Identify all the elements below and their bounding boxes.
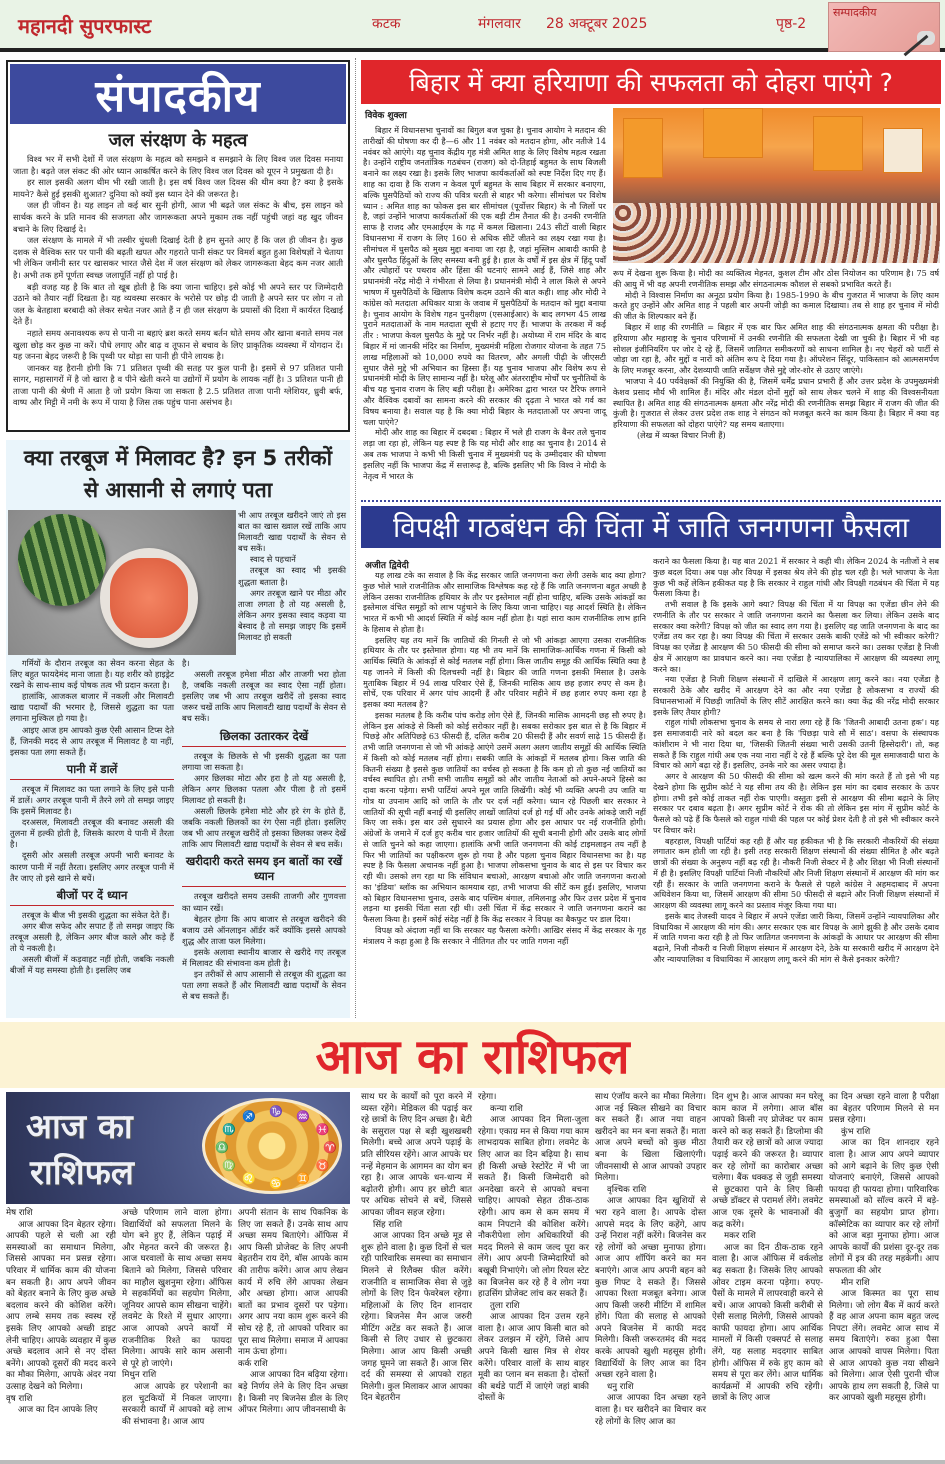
rashifal-column	[829, 1092, 939, 1405]
article-paragraph: रूप में देखना शुरू किया है। मोदी का व्यक्तित्व मेहनत, कुशल टीम और ठोस नियोजन का परिणाम है। 75 वर्ष की आयु में भी वह अपनी रणनीतिक समझ और संगठनात्मक कौशल से सबको प्रभावित करते हैं।	[613, 268, 939, 289]
horoscope-text: आज आपका दिन बेहतर रहेगा। आपकी पहले से चली आ रही समस्याओं का समाधान मिलेगा, जिससे आपका मन प्रसन्न रहेगा। परिवार में धार्मिक काम की योजना बन सकती है। आप अपने जीवन को बेहतर बनाने के लिए कुछ अच्छे बदलाव करने की कोशिश करेंगे। आप लम्बे समय तक स्वस्थ रहें इसके लिए आपको अच्छी डाइट लेनी चाहिए। आपके व्यवहार में कुछ अच्छे बदलाव आने से नए दोस्त बनेंगे। आपको दूसरों की मदद करने का मौका मिलेगा, आपके अंदर नया उत्साह देखने को मिलेगा।	[6, 1219, 116, 1392]
horoscope-text: आज आपके हर परेशानी का हल चुटकियों में निकल जाएगा। सरकारी कार्यों में आपको बड़े लाभ की संभावना है। आज आप	[122, 1381, 232, 1427]
watermelon-left-column	[10, 658, 174, 976]
rashifal-band	[0, 1022, 945, 1088]
bihar-headline: बिहार में क्या हरियाणा की सफलता को दोहरा पाएंगे ?	[409, 68, 893, 97]
article-paragraph: असली तरबूज हमेशा मीठा और ताजगी भरा होता है, जबकि नकली तरबूज का स्वाद ऐसा नहीं होता। इसलिए जब भी आप तरबूज खरीदें तो इसका स्वाद जरूर चखें ताकि आप मिलावटी खाद्य पदार्थों के सेवन से बच सकें।	[182, 669, 346, 724]
rashifal-column	[361, 1092, 472, 1405]
horoscope-text: आज आपका दिन अच्छे मूड से शुरू होने वाला है। कुछ दिनों से चल रही पारिवारिक समस्या का समाधान मिलने से रिलैक्स फील करेंगे। राजनीति व सामाजिक सेवा से जुड़े लोगों के लिए दिन फेवरेबल रहेगा। महिलाओं के लिए दिन शानदार रहेगा। बिजनेस मैन आज जरुरी मीटिंग अटेंड कर सकते हैं। आज किसी से लिए उधार से छुटकारा मिलेगा। आज आप किसी अच्छी जगह घूमने जा सकते हैं। आज सिर दर्द की समस्या से आपको राहत मिलेगी। कुल मिलाकर आज आपका दिन बेहतरीन	[361, 1231, 472, 1404]
editorial-title: जल संरक्षण के महत्व	[108, 130, 248, 151]
rally-photo	[613, 108, 940, 263]
horoscope-text: आज आपका दिन उत्तम रहने वाला है। आज आप किसी बात को लेकर उलझन में रहेंगे, जिसे आप अपने किसी खास मित्र से शेयर करेंगे। परिवार वालों के साथ बाहर मूवी का प्लान बन सकता है। दोस्तों की बर्थडे पार्टी में जाएंगे जहां बाकी दोस्तों के	[478, 1312, 589, 1404]
zodiac-sign-icon: ♉	[315, 1159, 330, 1172]
article-paragraph: तरबूज के बीज भी इसकी शुद्धता का संकेत देते हैं।	[22, 909, 170, 920]
horoscope-text: अच्छे परिणाम लाने वाला होगा। विद्यार्थियों को सफलता मिलने के योग बने हुए हैं, लेकिन पढ़ाई में और मेहनत करने की जरूरत है। आज घरवालों के साथ अच्छा समय बिताने को मिलेगा, जिससे परिवार का माहौल खुशनुमा रहेगा। ऑफिस मे सहकर्मियों का सहयोग मिलेगा, जूनियर आपसे काम सीखना चाहेंगे। लवमेट के रिश्ते में सुधार आएगा। आज आपको अपने कार्यों में राजनीतिक रिश्ते का फायदा मिलेगा। आपके सारे काम असानी से पूरे हो जाएंगे।	[122, 1208, 232, 1369]
rashifal-column	[478, 1092, 589, 1405]
article-paragraph: बिहार में शाह की रणनीति = बिहार में एक बार फिर अमित शाह की संगठनात्मक क्षमता की परीक्षा है। हरियाणा और महाराष्ट्र के चुनाव परिणामों में उनकी रणनीति की सफलता देखी जा चुकी है। बिहार में भी वह सोशल इंजीनियरिंग पर जोर दे रहे हैं, जिसमें जातिगत समीकरणों को साधना शामिल है। नए चेहरों को पार्टी से जोड़ा जा रहा है, और मुद्दों व नारों को अंतिम रूप दे दिया गया है। ऑपरेशन सिंदूर, पाकिस्तान को आत्मसमर्पण के लिए मजबूर करना, और देशव्यापी जाति सर्वेक्षण जैसे मुद्दे जोर-शोर से उठाए जाएंगे।	[613, 321, 939, 376]
watermelon-right-column	[182, 658, 346, 1002]
article-paragraph: तरबूज का स्वाद भी इसकी शुद्धता बताता है।	[238, 565, 346, 587]
horoscope-text: आज का दिन आपके लिए	[18, 1405, 98, 1416]
article-paragraph: कराने का फैसला किया है। यह बात 2021 में सरकार ने कही थी। लेकिन 2024 के नतीजों ने सब कुछ बदल दिया। अब पक्ष और विपक्ष में इसका श्रेय लेने की होड़ चल रही है। भले भाजपा के नेता कुछ भी कहें लेकिन हकीकत यह है कि सरकार ने राहुल गांधी और विपक्षी गठबंधन की चिंता में यह फैसला किया है।	[653, 556, 939, 599]
article-paragraph: आइए आज हम आपको कुछ ऐसी आसान टिप्स देते हैं, जिनकी मदद से आप तरबूज में मिलावट है या नहीं, इसका पता लगा सकते हैं।	[10, 724, 174, 757]
zodiac-sign-name: कर्क राशि	[238, 1358, 268, 1369]
zodiac-sign-icon: ♊	[296, 1172, 310, 1186]
newspaper-name: महानदी सुपरफास्ट	[18, 14, 152, 38]
article-paragraph: दूसरी ओर असली तरबूज अपनी भारी बनावट के कारण पानी में नहीं तैरता। इसलिए अगर तरबूज पानी में तैर जाए तो इसे खाने से बचें।	[10, 850, 174, 883]
bihar-headline-banner	[361, 60, 941, 104]
article-paragraph: दरअसल, मिलावटी तरबूज की बनावट असली की तुलना में हल्की होती है, जिसके कारण ये पानी में तैरता है।	[10, 817, 174, 850]
horoscope-text: साथ घर के कार्यों को पूरा करने में व्यस्त रहेंगे। मेडिकल की पढ़ाई कर रहे छात्रों के लिए दिन अच्छा है। बेटी के ससुराल पक्ष से बड़ी खुशखबरी मिलेगी। बच्चे आज अपने पढ़ाई के प्रति सीरियस रहेंगे। आज आपके घर नन्हें मेहमान के आगमन का योग बन रहा है। आज आपके धन-धान्य में बढ़ोतरी होगी। आप हर छोटी बात पर अधिक सोचने से बचें, जिससे आपका जीवन सहज रहेगा।	[361, 1092, 472, 1218]
article-paragraph: इसलिए यह तय मानें कि जातियों की गिनती से जो भी आंकड़ा आएगा उसका राजनीतिक हथियार के तौर पर इस्तेमाल होगा। यह भी तय मानें कि सामाजिक-आर्थिक गणना में किसी को आर्थिक स्थिति के आंकड़ों से कोई मतलब नहीं होगा। किस जातीय समूह की आर्थिक स्थिति क्या है यह जानने में किसी की दिलचस्पी नहीं है। बिहार की जाति गणना इसकी मिसाल है। उसके मुताबिक बिहार में 94 लाख परिवार ऐसे हैं, जिनकी मासिक आय छह हजार रुपए से कम है। सोचें, एक परिवार में अगर पांच आदमी हैं और परिवार महीने में छह हजार रुपए कमा रहा है इसका क्या मतलब है?	[363, 634, 646, 709]
zodiac-sign-name: मकर राशि	[724, 1231, 756, 1242]
article-paragraph: बिहार में विधानसभा चुनावों का बिगुल बज चुका है। चुनाव आयोग ने मतदान की तारीखों की घोषणा कर दी है—6 और 11 नवंबर को मतदान होगा, और नतीजे 14 नवंबर को आएंगे। यह चुनाव केंद्रीय गृह मंत्री अमित शाह के लिए विशेष महत्व रखता है। उन्होंने राष्ट्रीय जनतांत्रिक गठबंधन (राजग) को दो-तिहाई बहुमत के साथ बिजली बनाने का लक्ष्य रखा है। इसके लिए भाजपा कार्यकर्ताओं को स्पष्ट निर्देश दिए गए हैं। शाह का दावा है कि राजग न केवल पूर्ण बहुमत के साथ बिहार में सरकार बनाएगा, बल्कि घुसपैठियों को राज्य की पवित्र धरती से बाहर भी करेगा। सीमांचल पर विशेष ध्यान : अमित शाह का फोकस इस बार सीमांचल (पूर्वोत्तर बिहार) के नौ जिलों पर है, जहां उन्होंने भाजपा कार्यकर्ताओं की एक बड़ी टीम तैनात की है। उनकी रणनीति साफ है राजद और एमआईएम के गढ़ में कमल खिलाना। 243 सीटों वाली बिहार विधानसभा में राजग के लिए 160 से अधिक सीटें जीतने का लक्ष्य रखा गया है। सीमांचल में घुसपैठ को मुख्य मुद्दा बनाया जा रहा है, जहां मुस्लिम आबादी काफी है और घुसपैठ हिंदुओं के लिए समस्या बनी हुई है। हाल के वर्षों में इस क्षेत्र में हिंदू पर्वों और त्योहारों पर पथराव और हिंसा की घटनाएं सामने आई हैं, जिसे शाह और प्रधानमंत्री नरेंद्र मोदी ने गंभीरता से लिया है। प्रधानमंत्री मोदी ने लाल किले से अपने भाषण में घुसपैठियों के खिलाफ विशेष कदम उठाने की बात कही। शाह और मोदी ने कांग्रेस को मतदाता अधिकार यात्रा के जवाब में घुसपैठियों के मतदान को मुद्दा बनाया है। चुनाव आयोग के विशेष गहन पुनरीक्षण (एसआईआर) के बाद लगभग 45 लाख पुराने मतदाताओं के नाम मतदाता सूची से हटाए गए हैं। भाजपा के तरकश में कई तीर : भाजपा केवल घुसपैठ के मुद्दे पर निर्भर नहीं है। अयोध्या में राम मंदिर के बाद बिहार में मां जानकी मंदिर का निर्माण, मुख्यमंत्री महिला रोजगार योजना के तहत 75 लाख महिलाओं को 10,000 रुपये का वितरण, और अगली पीढ़ी के जीएसटी सुधार जैसे मुद्दे भी अभियान का हिस्सा हैं। यह चुनाव भाजपा और विशेष रूप से प्रधानमंत्री मोदी के लिए सामान्य नहीं है। घरेलू और अंतरराष्ट्रीय मोर्चों पर चुनौतियों के बीच यह चुनाव राजग के लिए बड़ी परीक्षा है। अमेरिका द्वारा भारत पर टैरिफ लगाने और वैश्विक दबावों का सामना करने की सरकार की दृढ़ता ने भारत को गर्व का विषय बनाया है। सवाल यह है कि क्या मोदी बिहार के मतदाताओं पर अपना जादू चला पाएंगे?	[363, 125, 606, 427]
zodiac-sign-name: धनु राशि	[607, 1381, 634, 1392]
editorial-banner-text: संपादकीय	[95, 71, 261, 122]
article-paragraph: राहुल गांधी लोकसभा चुनाव के समय से नारा लगा रहे हैं कि 'जितनी आबादी उतना हक'। यह इस समाजवादी नारे को बदल कर बना है कि 'पिछड़ा पावे सौ में साठ'। वसपा के संस्थापक कांशीराम ने भी नारा दिया था, 'जिसकी जितनी संख्या भारी उसकी उतनी हिस्सेदारी'। तो, कह सकते हैं कि राहुल गांधी अब एक नया नारा नहीं दे रहे हैं बल्कि पूरे देश की मूल समाजवादी धारा के विचार को आगे बढ़ा रहे हैं। इसलिए, उनके नारे का असर ज्यादा है।	[653, 717, 939, 771]
zodiac-sign-icon: ♒	[296, 1109, 310, 1123]
watermelon-beside-image	[238, 510, 346, 643]
article-paragraph: अगर बीज सफेद और सपाट हैं तो समझ जाइए कि तरबूज असली है, लेकिन अगर बीज काले और कड़े हैं तो ये नकली है।	[10, 920, 174, 953]
caste-left-column	[363, 570, 646, 946]
bihar-article	[361, 60, 941, 498]
section-logo-text: सम्पादकीय	[833, 6, 877, 19]
rashifal-column	[595, 1092, 706, 1428]
section-logo	[828, 2, 940, 52]
horoscope-text: दिन शुभ है। आज आपका मन घरेलू काम काज में लगेगा। आज बॉस आपको किसी नए प्रोजेक्ट पर काम करने को कह सकते हैं। डिप्लोमा की तैयारी कर रहे छात्रों को आज ज्यादा पढ़ाई करने की जरूरत है। व्यापार कर रहे लोगों का कारोबार अच्छा चलेगा। बैंक धक्कड़ से जुड़ी समस्या से छुटकारा पाने के लिए किसी अच्छे डॉक्टर से परामर्श लेंगे। लवमेट आज एक दूसरे के भावनाओं की कद्र करेंगे।	[712, 1092, 823, 1230]
bihar-left-column	[363, 119, 606, 481]
flag-image	[883, 128, 923, 173]
zodiac-sign-icon: ♑	[269, 1105, 283, 1118]
horoscope-text: आज किस्मत का पूरा साथ मिलेगा। जो लोग बैंक में कार्य करते हैं वह आज अपना काम बहुत जल्द निपटा लेंगे। लवमेट आज साथ में समय बिताएंगे। रुका हुआ पैसा आज आपको वापस मिलेगा। पिता से आज आपको कुछ नया सीखने को मिलेगा। आज ऐसी पुरानी चीज आपके हाथ लग सकती है, जिसे पा कर आपको खुशी महसूस होगी।	[829, 1289, 939, 1404]
editorial-box	[6, 60, 350, 432]
zodiac-sign-name: सिंह राशि	[373, 1219, 403, 1230]
article-paragraph: बेहतर होगा कि आप बाजार से तरबूज खरीदने की बजाय उसे ऑनलाइन ऑर्डर करें क्योंकि इससे आपको शुद्ध और ताजा फल मिलेगा।	[182, 913, 346, 946]
zodiac-sign-name: वृश्चिक राशि	[607, 1184, 647, 1195]
zodiac-sign-name: वृष राशि	[6, 1393, 33, 1404]
zodiac-sign-name: तुला राशि	[490, 1300, 520, 1311]
horoscope-text: आज आपका दिन बढ़िया रहेगा। बड़े निर्णय लेने के लिए दिन अच्छा है। किसी नए बिजनेस डील के लिए ऑफर मिलेगा। आप जीवनसाथी के	[238, 1370, 348, 1416]
watermelon-headline-line-1: क्या तरबूज में मिलावट है? इन 5 तरीकों	[23, 446, 333, 470]
article-paragraph: भी आप तरबूज खरीदने जाएं तो इस बात का खास ख्वाल रखें ताकि आप मिलावटी खाद्य पदार्थों के सेवन से बच सकें।	[238, 510, 346, 554]
subheading: पानी में डालें	[10, 762, 174, 780]
horoscope-text: आज आपका दिन खुशियों से भरा रहने वाला है। आपके दोस्त आपसे मदद के लिए कहेंगे, आप उन्हें निराश नहीं करेंगे। बिजनेस कर रहे लोगों को अच्छा मुनाफा होगा। आज आप शॉपिंग करने का मन बनाएंगे। आज आप अपनी बहन को कुछ गिफ्ट दे सकते हैं। जिससे आपका रिश्ता मजबूत बनेगा। आज आप किसी जरुरी मीटिंग में शामिल होंगे। पिता की सलाह से आपको अपने बिजनेस में काफी मदद मिलेगी। किसी जरूरतमंद की मदद करके आपको खुशी महसूस होगी। विद्यार्थियों के लिए आज का दिन अच्छा रहने वाला है।	[595, 1196, 706, 1381]
caste-headline-banner	[361, 506, 941, 548]
zodiac-sign-icon: ♐	[242, 1109, 256, 1123]
article-paragraph: अगर छिलका मोटा और हरा है तो यह असली है, लेकिन अगर छिलका पतला और पीला है तो इसमें मिलावट हो सकती है।	[182, 772, 346, 805]
article-paragraph: गर्मियों के दौरान तरबूज का सेवन करना सेहत के लिए बहुत फायदेमंद माना जाता है। यह शरीर को हाइड्रेट रखने के साथ-साथ कई पोषक तत्व भी प्रदान करता है।	[10, 658, 174, 691]
caste-headline: विपक्षी गठबंधन की चिंता में जाति जनगणना फैसला	[393, 511, 909, 544]
editorial-paragraph: जल ही जीवन है। यह लाइन तो कई बार सुनी होगी, आज भी बढ़ते जल संकट के बीच, इस लाइन को सार्थक करने के प्रति मानव की सजगता और जागरूकता अपने मुकाम तक नहीं पहुंची जहां वह खुद जीवन बचाने के लिए दिखाई दे।	[13, 200, 343, 234]
zodiac-sign-name: मिथुन राशि	[122, 1370, 157, 1381]
watermelon-article	[6, 440, 350, 1018]
editorial-paragraph: जल संरक्षण के मामले में भी तस्वीर धुंधली दिखाई देती है हम सुनते आए हैं कि जल ही जीवन है। कुछ दशक से वैश्विक स्तर पर पानी की बढ़ती खपत और गहराते पानी संकट पर विमर्श बहुत हुआ विशेषज्ञों ने चेताया भी लेकिन जमीनी स्तर पर खासकर भारत जैसे देश में जल संरक्षण को लेकर जागरूकता बेहद कम नजर आती है। अभी तक हमें पूर्णता स्वच्छ जलापूर्ति नहीं हो पाई है।	[13, 235, 343, 280]
article-paragraph: हालांकि, आजकल बाजार में नकली और मिलावटी खाद्य पदार्थों की भरमार है, जिससे शुद्धता का पता लगाना मुश्किल हो गया है।	[10, 691, 174, 724]
editorial-paragraph: हर साल इसकी अलग थीम भी रखी जाती है। इस वर्ष विश्व जल दिवस की थीम क्या है? क्या है इसके मायने? कैसे हुई इसकी शुआत? दुनिया को क्यों इस ध्यान देने की जरूरत है।	[13, 177, 343, 199]
article-paragraph: तरबूज खरीदते समय उसकी ताजगी और गुणवत्ता का ध्यान रखें।	[182, 891, 346, 913]
caste-census-article	[361, 506, 941, 1018]
article-paragraph: यह लाख टके का सवाल है कि केंद्र सरकार जाति जनगणना करा लेगी उसके बाद क्या होगा? कुछ भोले भाले राजनीतिक और सामाजिक विश्लेषक कह रहे हैं कि जाति जनगणना बहुत अच्छी है लेकिन उसका राजनीतिक हथियार के तौर पर इस्तेमाल नहीं होना चाहिए, बल्कि उसके आंकड़ों का इस्तेमाल वंचित समूहों को लाभ पहुंचाने के लिए किया जाना चाहिए। यह आदर्श स्थिति है। लेकिन भारत में कभी भी आदर्श स्थिति में कोई काम नहीं होता है। यहां सारा काम राजनीतिक लाभ हानि के हिसाब से होता है।	[363, 570, 646, 634]
editorial-paragraph: विश्व भर में सभी देशों में जल संरक्षण के महत्व को समझने व समझाने के लिए विश्व जल दिवस मनाया जाता है। बढ़ते जल संकट की ओर ध्यान आकर्षित करने के लिए विश्व जल दिवस को यूएन ने प्रमुखता दी है।	[13, 154, 343, 176]
watermelon-image	[18, 514, 106, 606]
subheading: बीजों पर दें ध्यान	[10, 888, 174, 906]
article-paragraph: इन तरीकों से आप आसानी से तरबूज की शुद्धता का पता लगा सकते हैं और मिलावटी खाद्य पदार्थों के सेवन से बच सकते हैं।	[182, 969, 346, 1002]
horoscope-text: अपनी संतान के साथ पिकनिक के लिए जा सकते हैं। उनके साथ आप अच्छा समय बिताएंगे। ऑफिस में आप किसी प्रोजेक्ट के लिए अपनी बेहतरीन राय देंगे, बॉस आपके काम की तारीफ करेंगे। आज आप लेखन कार्य में रुचि लेंगे आपका लेखन और अच्छा होगा। आज आपकी बातों का प्रभाव दूसरों पर पड़ेगा। अगर आप नया काम शुरू करने की सोच रहे हैं, तो आपको परिवार का पूरा साथ मिलेगा। समाज में आपका नाम ऊंचा होगा।	[238, 1208, 348, 1358]
zodiac-sign-icon: ♈	[323, 1141, 337, 1154]
edition-date: 28 अक्टूबर 2025	[546, 16, 648, 32]
editorial-paragraph: बड़ी वजह यह है कि बात तो खूब होती है कि क्या जाना चाहिए। इसे कोई भी अपने स्तर पर जिम्मेदारी उठाने को तैयार नहीं दिखता है। यह व्यवस्था सरकार के भरोसे पर छोड़ दी जाती है अपने स्तर पर लोग न तो जल के बेतहाशा बरबादी को लेकर सचेत नजर आते हैं न ही जल संरक्षण के प्रयासों की दिशा में कार्यरत दिखाई देते हैं।	[13, 281, 343, 327]
article-paragraph: तभी सवाल है कि इसके आगे क्या? विपक्ष की चिंता में या विपक्ष का एजेंडा छीन लेने की रणनीति के तौर पर सरकार ने जाति जनगणना कराने का फैसला कर लिया। लेकिन उसके बाद सरकार क्या करेगी? विपक्ष को जीत का स्वाद लग गया है। इसलिए वह जाति जनगणना के बाद का एजेंडा तय कर रहा है। क्या विपक्ष की चिंता में सरकार उसके बाकी एजेंडे को भी स्वीकार करेगी? विपक्ष का एजेंडा है आरक्षण की 50 फीसदी की सीमा को समाप्त करने का। उसका एजेंडा है निजी क्षेत्र में आरक्षण का प्रावधान करने का। नया एजेंडा है न्यायपालिका में आरक्षण की व्यवस्था लागू करने का।	[653, 599, 939, 674]
article-paragraph: असली बीजों में कड़वाहट नहीं होती, जबकि नकली बीजों में यह समस्या होती है। इसलिए जब	[10, 954, 174, 976]
editorial-body	[8, 154, 348, 409]
article-paragraph: तरबूज के छिलके से भी इसकी शुद्धता का पता लगाया जा सकता है।	[182, 750, 346, 772]
editorial-paragraph: नहाते समय अनावश्यक रूप से पानी ना बहाएं ब्रश करते समय बर्तन धोते समय और खाना बनाते समय नल खुला छोड़ कर कुछ ना करें। पौधे लगाए और बाढ़ व तूफान से बचाव के लिए प्राकृतिक व्यवस्था में योगदान दें। यह जनना बेहद जरूरी है कि पृथ्वी पर थोड़ा सा पानी ही पीने लायक है।	[13, 327, 343, 362]
editorial-paragraph: जानकर यह हैरानी होगी कि 71 प्रतिशत पृथ्वी की सतह पर कुल पानी है। इसमें से 97 प्रतिशत पानी सागर, महासागरों में है जो खारा है व पीने खेती करने या उद्योगों में प्रयोग के लायक नहीं है। 3 प्रतिशत पानी ही ताजा पानी की श्रेणी में आता है जो प्रयोग किया जा सकता है 2.5 प्रतिशत ताजा पानी ग्लेशियर, ध्रुवी बर्फ, वाष्प और मिट्टी में नमी के रूप में पाया है जिस तक पहुंच पाना असंभव है।	[13, 362, 343, 408]
zodiac-sign-icon: ♌	[242, 1172, 256, 1186]
article-paragraph: इसके अलावा स्थानीय बाजार से खरीदे गए तरबूज में मिलावट की संभावना कम होती है।	[182, 946, 346, 968]
horoscope-text: आज का दिन ठीक-ठाक रहने वाला है। आज ऑफिस में वर्कलोड बढ़ सकता है। जिसके लिए आपको ओवर टाइम करना पड़ेगा। रुपए-पैसों के मामले में लापरवाही करने से बचें। आज आपको किसी करीबी से ऐसी सलाह मिलेगी, जिससे आपको काफी फायदा होगा। आप आर्थिक मामलों में किसी एक्सपर्ट से सलाह लेंगे, यह सलाह मददगार साबित होगी। ऑफिस में रुके हुए काम को समय से पूरा कर लेंगे। आज धार्मिक कार्यक्रमों में आपकी रुचि रहेगी। छात्रों के लिए आज	[712, 1242, 823, 1404]
article-paragraph: तरबूज में मिलावट का पता लगाने के लिए इसे पानी में डालें। अगर तरबूज पानी में तैरने लगे तो समझ जाइए कि इसमें मिलावट है।	[10, 783, 174, 817]
article-paragraph: असली छिलके हमेशा मोटे और हरे रंग के होते हैं, जबकि नकली छिलकों का रंग ऐसा नहीं होता। इसलिए जब भी आप तरबूज खरीदें तो इसका छिलका जरूर देखें ताकि आप मिलावटी खाद्य पदार्थों के सेवन से बच सकें।	[182, 806, 346, 850]
flag-image	[623, 118, 663, 178]
rashifal-image-title-2: राशिफल	[30, 1153, 134, 1193]
editorial-banner	[10, 64, 346, 124]
article-paragraph: इसके बाद तेजस्वी यादव ने बिहार में अपने एजेंडा जारी किया, जिसमें उन्होंने न्यायपालिका और विधायिका में आरक्षण की मांग की। अगर सरकार एक बार विपक्ष के आगे झुकी है और उसके दबाव में जाति गणना करा रही है तो फिर जातिगत जनगणना के आंकड़ों के आधार पर आरक्षण की सीमा बढ़ाने, निजी नौकरी व निजी शिक्षण संस्थान में आरक्षण देने, ठेके या सरकारी खरीद में आरक्षण देने और न्यायपालिका व विधायिका में आरक्षण लागू करने की मांग से कैसे इनकार करेगी?	[653, 910, 939, 964]
byline: अजीत द्विवेदी	[365, 561, 409, 571]
column-divider	[355, 58, 356, 1018]
horoscope-text: आज आपका दिन अच्छा रहने वाला है। घर खरीदने का विचार कर रहे लोगों के लिए आज का	[595, 1393, 706, 1427]
flag-image	[813, 116, 863, 171]
zodiac-sign-icon: ♋	[269, 1177, 283, 1190]
horoscope-text: रहेगा।	[478, 1092, 497, 1102]
rashifal-column	[122, 1208, 232, 1428]
horoscope-text: आज आपका दिन मिला-जुला रहेगा। एकाग्र मन से किया गया काम लाभदायक साबित होगा। लवमेट के लिए आज का दिन बढ़िया है। साथ ही किसी अच्छे रेस्टोरेंट में भी जा सकते हैं। किसी जिम्मेदारी को अनदेखा करने से आपको बचना चाहिए। आपको सेहत ठीक-ठाक रहेगी। आप कम से कम समय में काम निपटाने की कोशिश करेंगे। नौकरीपेशा लोग अधिकारियों की मदद मिलने से काम जल्द पूरा कर लेंगे। आप अपनी जिम्मेदारियों को बखूबी निभाएंगे। जो लोग रियल स्टेट का बिजनेस कर रहे हैं वे लोग नया हाउसिंग प्रोजेक्ट लांच कर सकते हैं।	[478, 1115, 589, 1300]
rashifal-column	[238, 1208, 348, 1417]
article-paragraph: नया एजेंडा है निजी शिक्षण संस्थानों में दाखिले में आरक्षण लागू करने का। नया एजेंडा है सरकारी ठेके और खरीद में आरक्षण देने का और नया एजेंडा है लोकसभा व राज्यों की विधानसभाओं में पिछड़ी जातियों के लिए सीटें आरक्षित करने का। क्या केंद्र की नरेंद्र मोदी सरकार इसके लिए तैयार होगी?	[653, 674, 939, 717]
zodiac-sign-name: कन्या राशि	[490, 1103, 523, 1114]
article-paragraph: है।	[182, 658, 190, 668]
section-separator	[361, 500, 941, 502]
horoscope-text: साथ एंजॉय करने का मौका मिलेगा। आज नई स्किल सीखने का विचार कर सकते हैं। आज नया वाहन खरीदने का मन बना सकते हैं। माता आज अपने बच्चों को कुछ मीठा बना के खिला खिलाएंगी। जीवनसाथी से आज आपको उपहार मिलेगा।	[595, 1092, 706, 1184]
zodiac-sign-name: मीन राशि	[841, 1277, 870, 1288]
watermelon-photo	[8, 510, 236, 655]
zodiac-sign-name: मेष राशि	[6, 1208, 33, 1218]
article-paragraph: बहरहाल, विपक्षी पार्टियां कह रही हैं और यह हकीकत भी है कि सरकारी नौकरियों की संख्या लगातार कम होती जा रही है। इसी तरह सरकारी शिक्षण संस्थानों की संख्या सीमित है और बढ़ते छात्रों की संख्या के अनुरूप नहीं बढ़ रही है। नौकरी निजी सेक्टर में है और शिक्षा भी निजी संस्थानों में ही है। इसलिए विपक्षी पार्टियां निजी नौकरियों और निजी शिक्षण संस्थानों में आरक्षण की मांग कर रही हैं। सरकार के जाति जनगणना कराने के फैसले से पहले कांग्रेस ने अहमदाबाद में अपना अधिवेशन किया था, जिसमें आरक्षण की सीमा 50 फीसदी से बढ़ाने और निजी शिक्षण संस्थानों में आरक्षण की व्यवस्था लागू करने का प्रस्ताव मंजूर किया गया था।	[653, 835, 939, 910]
article-paragraph: मोदी ने विश्वास निर्माण का अनूठा प्रयोग किया है। 1985-1990 के बीच गुजरात में भाजपा के लिए काम करते हुए उन्होंने और अमित शाह ने पहली बार अपनी जोड़ी का कमाल दिखाया। तब से शाह हर चुनाव में मोदी की जीत के शिल्पकार बने हैं।	[613, 289, 939, 322]
pen-icon	[904, 35, 929, 57]
horoscope-text: आज का दिन शानदार रहने वाला है। आज आप अपने व्यापार को आगे बढ़ाने के लिए कुछ ऐसी योजनाएं बनाएंगे, जिससे आपको फायदा ही फायदा होगा। पारिवारिक समस्याओं को सॉल्व करने में बड़े-बुजुर्गों का सहयोग प्राप्त होगा। कॉस्मेटिक का व्यापार कर रहे लोगों को आज बड़ा मुनाफा होगा। आज आपके कार्यों की प्रशंसा दूर-दूर तक लोगों में इत्र की तरह महकेगी। आप सफलता की ओर	[829, 1138, 939, 1276]
caste-right-column	[653, 556, 939, 965]
byline: विवेक शुक्ला	[365, 111, 407, 121]
rashifal-image-title-1: आज का	[26, 1107, 133, 1147]
article-paragraph: अगर तरबूज खाने पर मीठा और ताजा लगता है तो यह असली है, लेकिन अगर इसका स्वाद कड़वा या बेस्वाद है तो समझ जाइए कि इसमें मिलावट हो सकती	[238, 587, 346, 643]
watermelon-headline	[6, 440, 350, 506]
article-paragraph: स्वाद से पहचानें	[250, 554, 296, 565]
article-paragraph: इसका मतलब है कि करीब पांच करोड़ लोग ऐसे हैं, जिनकी मासिक आमदनी छह सौ रुपए है। लेकिन इस आंकड़े से किसी को कोई सरोकार नहीं है। सबका सरोकार इस बात से है कि बिहार में पिछड़े और अतिपिछड़े 63 फीसदी हैं, दलित करीब 20 फीसदी हैं और सवर्ण साढ़े 15 फीसदी हैं। तभी जाति जनगणना से जो भी आंकड़े आएंगे उसमें अलग अलग जातीय समूहों की आर्थिक स्थिति में किसी को कोई मतलब नहीं होगा। सबकी जाति के आंकड़ों में मतलब होगा। किस जाति की कितनी संख्या है इससे कुछ जातियों का वर्चस्व हो सकता है कि कम हो तो कुछ नई जातियों का वर्चस्व स्थापित हो। तभी सभी जातीय समूहों को और जातीय नेताओं को अपने-अपने हिस्से का दावा करना पड़ेगा। सभी पार्टियां अपने मूल जाति लिखेंगी। कोई भी व्यक्ति अपनी उप जाति या गोत्र या उपनाम आदि को जाति के तौर पर दर्ज नहीं करेगा। ध्यान रहे पिछली बार सरकार ने जातियों की सूची नहीं बनाई थी इसलिए लाखों जातियां दर्ज हो गई थीं और उनके आंकड़े जारी नहीं किए जा सके। इस बार उसे सुधारने का प्रयास होगा और इस आधार पर नई राजनीति होगी। अंग्रेजों के जमाने में दर्ज हुए करीब चार हजार जातियों की सूची बनानी होगी और उसके बाद लोगों से जाति चुनने को कहा जाएगा। हालांकि अभी जाति जनगणना की कोई टाइमलाइन तय नहीं है फिर भी जातियों का पक्षीकरण शुरू हो गया है और पहला चुनाव बिहार विधानसभा का है। यह स्पष्ट है कि फैसला अचानक नहीं हुआ है। भाजपा लोकसभा चुनाव के बाद से इस पर विचार कर रही थी। उसको लग रहा था कि संविधान बचाओ, आरक्षण बचाओ और जाति जनगणना कराओ का 'इंडिया' ब्लॉक का अभियान कामयाब रहा, तभी भाजपा की सीटें कम हुई। इसलिए, भाजपा को बिहार विधानसभा चुनाव, उसके बाद पश्चिम बंगाल, तमिलनाडु और फिर उत्तर प्रदेश में चुनाव लड़ना था इसकी चिंता सता रही थी। उसी चिंता में केंद्र सरकार ने जाति जनगणना कराने का फैसला किया है। इसमें कोई संदेह नहीं है कि केंद्र सरकार ने विपक्ष का बैकफुट पर डाल दिया।	[363, 709, 646, 924]
rashifal-banner-image	[6, 1092, 350, 1204]
zodiac-sign-icon: ♍	[222, 1159, 236, 1172]
article-paragraph: अगर वे आरक्षण की 50 फीसदी की सीमा को खत्म करने की मांग करते हैं तो इसे भी यह देखने होगा कि सुप्रीम कोर्ट ने यह सीमा तय की है। लेकिन इस मांग का दबाव सरकार के ऊपर होगा। तभी इसे कोई ताकत नहीं रोक पाएगी। वस्तुतः इसी से आरक्षण की सीमा बढ़ाने के लिए सरकार पर दबाव बढ़ता है। अगर सुप्रीम कोर्ट ने रोक की तो लेकिन इस मांग में सुप्रीम कोर्ट के फैसले को पढ़े हैं कि फैसले को राहुल गांधी की पहल पर कोई प्रेशर देती है तो इसे भी स्वीकार करने पर विचार करे।	[653, 771, 939, 835]
page-bottom-rule	[0, 1460, 945, 1464]
zodiac-sign-icon: ♓	[315, 1123, 330, 1136]
article-paragraph: विपक्ष को अंदाजा नहीं था कि सरकार यह फैसला करेगी। आखिर संसद में केंद्र सरकार के गृह मंत्रालय ने कहा हुआ है कि सरकार ने नीतिगत तौर पर जाति गणना नहीं	[363, 924, 646, 946]
zodiac-wheel-icon	[202, 1098, 342, 1194]
crowd-image	[613, 203, 940, 263]
zodiac-sign-name: कुंभ राशि	[841, 1126, 871, 1137]
rashifal-column	[6, 1208, 116, 1417]
article-paragraph: भाजपा ने 40 पर्यवेक्षकों की नियुक्ति की है, जिसमें धर्मेंद्र प्रधान प्रभारी हैं और उत्तर प्रदेश के उपमुख्यमंत्री केशव प्रसाद मौर्य भी शामिल हैं। मंदिर और मंडल दोनों मुद्दों को साथ लेकर चलने में शाह की विश्वसनीयता स्थापित है। अमित शाह की संगठनात्मक क्षमता और नरेंद्र मोदी की रणनीतिक समझ बिहार में राजग की जीत की कुंजी है। गुजरात से लेकर उत्तर प्रदेश तक शाह ने संगठन को मजबूत करने का काम किया है। बिहार में क्या वह हरियाणा की सफलता को दोहरा पाएंगे? यह समय बताएगा।	[613, 375, 939, 430]
flag-image	[703, 108, 763, 158]
horoscope-text: का दिन अच्छा रहने वाला है परीक्षा का बेहतर परिणाम मिलने से मन प्रसन्न रहेगा।	[829, 1092, 939, 1126]
subheading: खरीदारी करते समय इन बातों का रखें ध्यान	[182, 854, 346, 887]
page-number: पृष्ठ-2	[776, 16, 807, 32]
rashifal-column	[712, 1092, 823, 1405]
subheading: छिलका उतारकर देखें	[182, 729, 346, 747]
bihar-right-column	[613, 268, 939, 441]
disclaimer-note: (लेख में व्यक्त विचार निजी हैं)	[637, 429, 726, 440]
zodiac-sign-icon: ♎	[215, 1141, 229, 1154]
article-paragraph: मोदी और शाह का बिहार में दबदबा : बिहार में भले ही राजग के बैनर तले चुनाव लड़ा जा रहा हो, लेकिन यह स्पष्ट है कि यह मोदी और शाह का चुनाव है। 2014 से अब तक भाजपा ने कभी भी किसी चुनाव में मुख्यमंत्री पद के उम्मीदवार की घोषणा इसलिए नहीं कि भाजपा केंद्र में सत्तारूढ़ है, बल्कि इसलिए भी कि विश्व ने मोदी के नेतृत्व में भारत के	[363, 427, 606, 481]
zodiac-sign-icon: ♏	[222, 1123, 236, 1136]
masthead	[0, 0, 945, 52]
watermelon-headline-line-2: से आसानी से लगाएं पता	[83, 478, 273, 502]
rashifal-title: आज का राशिफल	[315, 1028, 630, 1085]
watermelon-slices-image	[110, 558, 188, 638]
edition-city: कटक	[372, 16, 401, 32]
edition-day: मंगलवार	[478, 16, 521, 32]
